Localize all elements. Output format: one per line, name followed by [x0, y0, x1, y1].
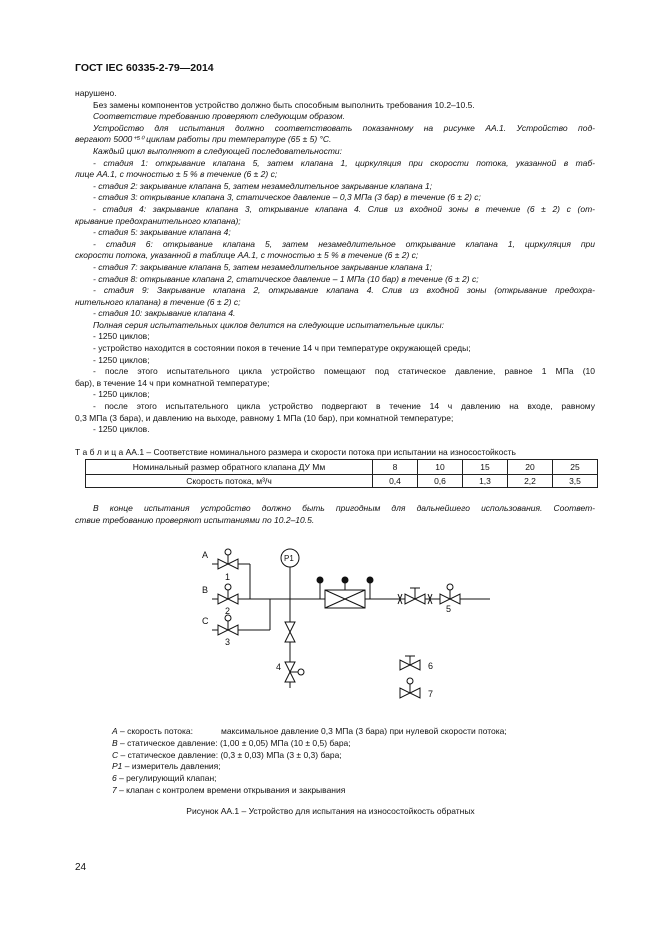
text-line: - стадия 4: закрывание клапана 3, открывание клапана 4. Слив из входной зоны в течение (6 ± 2) с (от- [93, 203, 595, 214]
document-header: ГОСТ IEC 60335-2-79—2014 [75, 62, 214, 74]
text-line: вергают 5000⁺⁵⁰ циклам работы при температуре (65 ± 5) °С. [75, 134, 332, 145]
table-cell: 25 [553, 460, 598, 475]
text-line: скорости потока, указанной в таблице АА.1, с точностью ± 5 % в течение (6 ± 2) с; [75, 250, 419, 261]
table-cell: 2,2 [508, 475, 553, 488]
text-line: бар), в течение 14 ч при комнатной температуре; [75, 377, 270, 388]
text-line: 0,3 МПа (3 бара), и давлению на выходе, равному 1 МПа (10 бар), при комнатной температуре; [75, 412, 454, 423]
text-line: - стадия 6: открывание клапана 5, затем незамедлительное открывание клапана 1, циркуляция при [93, 238, 595, 249]
figure-caption: Рисунок АА.1 – Устройство для испытания на износостойкость обратных [186, 806, 475, 816]
legend-text: – статическое давление: (0,3 ± 0,03) МПа (3 ± 0,3) бара; [118, 749, 342, 760]
figure-legend [112, 726, 507, 797]
table-caption: Т а б л и ц а АА.1 – Соответствие номинального размера и скорости потока при испытании на износостойкость [75, 447, 516, 457]
legend-key: 6 [112, 773, 117, 784]
valve-label-5: 5 [446, 604, 452, 614]
page-number: 24 [75, 862, 87, 873]
text-line: - 1250 циклов; [93, 331, 150, 342]
legend-row [112, 773, 507, 785]
legend-symbol-6-label: 6 [428, 661, 434, 671]
table-cell: 10 [418, 460, 463, 475]
text-line: - стадия 9: Закрывание клапана 2, открывание клапана 4. Слив из входной зоны (открывание предохра- [93, 285, 595, 296]
legend-row [112, 750, 507, 762]
legend-key: 7 [112, 784, 117, 795]
label-a: A [202, 550, 209, 560]
legend-value: максимальное давление 0,3 МПа (3 бара) при нулевой скорости потока; [220, 726, 507, 736]
line-a [212, 549, 250, 569]
valve-label-3: 3 [225, 637, 231, 647]
table-cell: 8 [373, 460, 418, 475]
text-line: нительного клапана) в течение (6 ± 2) с; [75, 296, 241, 307]
text-line: Полная серия испытательных циклов делится на следующие испытательные циклы: [93, 319, 444, 330]
line-c [212, 615, 270, 635]
gauge-label: P1 [284, 554, 294, 563]
text-line: - стадия 5: закрывание клапана 4; [93, 227, 231, 238]
legend-row [112, 785, 507, 797]
text-line: В конце испытания устройство должно быть пригодным для дальнейшего использования. Соответ- [93, 503, 595, 513]
line-b [212, 584, 278, 604]
valve-label-2: 2 [225, 606, 231, 616]
text-line: лице АА.1, с точностью ± 5 % в течение (6 ± 2) с; [75, 169, 278, 180]
text-line: Соответствие требованию проверяют следующим образом. [93, 111, 345, 122]
text-line: - 1250 циклов; [93, 354, 150, 365]
check-valve-under-test [317, 577, 373, 608]
label-b: B [202, 585, 209, 595]
table-cell: 3,5 [553, 475, 598, 488]
legend-row [112, 761, 507, 773]
legend-key: С [112, 749, 119, 760]
text-line: - стадия 10: закрывание клапана 4. [93, 308, 236, 319]
text-line: - стадия 2: закрывание клапана 5, затем незамедлительное закрывание клапана 1; [93, 180, 433, 191]
legend-text: – регулирующий клапан; [116, 773, 217, 784]
text-line: - 1250 циклов; [93, 389, 150, 400]
legend-row [112, 726, 507, 738]
table-row [86, 475, 598, 488]
valve-label-4: 4 [276, 662, 282, 672]
table-row [86, 460, 598, 475]
table-cell: 15 [463, 460, 508, 475]
text-line: нарушено. [75, 88, 117, 98]
text-line: Устройство для испытания должно соответствовать показанному на рисунке АА.1. Устройство под- [93, 122, 595, 133]
legend-key: Р1 [112, 761, 123, 772]
text-line: ствие требованию проверяют испытаниями по 10.2–10.5. [75, 514, 315, 525]
test-rig-diagram [190, 540, 500, 715]
legend-key: В [112, 737, 118, 748]
text-line: - стадия 8: открывание клапана 2, статическое давление – 1 МПа (10 бар) в течение (6 ± 2) с; [93, 273, 479, 284]
legend-key: А [112, 726, 118, 736]
text-line: - стадия 1: открывание клапана 5, затем клапана 1, циркуляция при скорости потока, указанной в таб- [93, 157, 595, 168]
text-line: Без замены компонентов устройство должно быть способным выполнить требования 10.2–10.5. [93, 99, 475, 110]
table-cell: 0,6 [418, 475, 463, 488]
table-header-cell: Номинальный размер обратного клапана ДУ Мм [86, 460, 373, 475]
legend-text: – измеритель давления; [122, 761, 221, 772]
flow-rate-table [85, 459, 598, 488]
legend-text: – клапан с контролем времени открывания и закрывания [116, 784, 346, 795]
text-line: - стадия 3: открывание клапана 3, статическое давление – 0,3 МПа (3 бар) в течение (6 ± 2) с; [93, 192, 481, 203]
legend-text: – скорость потока: [117, 726, 193, 736]
table-cell: 20 [508, 460, 553, 475]
table-cell: 0,4 [373, 475, 418, 488]
text-line: - после этого испытательного цикла устройство помещают под статическое давление, равное 1 МПа (10 [93, 366, 595, 377]
conclusion-text [75, 503, 595, 526]
legend-text: – статическое давление: (1,00 ± 0,05) МПа (10 ± 0,5) бара; [117, 737, 351, 748]
text-line: - устройство находится в состоянии покоя в течение 14 ч при температуре окружающей среды; [93, 343, 471, 354]
table-cell: 1,3 [463, 475, 508, 488]
valve-label-1: 1 [225, 572, 231, 582]
legend-row [112, 738, 507, 750]
table-header-cell: Скорость потока, м³/ч [86, 475, 373, 488]
legend-symbol-7-label: 7 [428, 689, 434, 699]
text-line: - 1250 циклов. [93, 424, 150, 435]
body-text [75, 88, 595, 436]
label-c: C [202, 616, 209, 626]
text-line: - стадия 7: закрывание клапана 5, затем незамедлительное закрывание клапана 1; [93, 261, 433, 272]
text-line: крывание предохранительного клапана); [75, 215, 241, 226]
text-line: Каждый цикл выполняют в следующей последовательности: [93, 145, 343, 156]
text-line: - после этого испытательного цикла устройство подвергают в течение 14 ч давлению на входе, равному [93, 401, 595, 412]
